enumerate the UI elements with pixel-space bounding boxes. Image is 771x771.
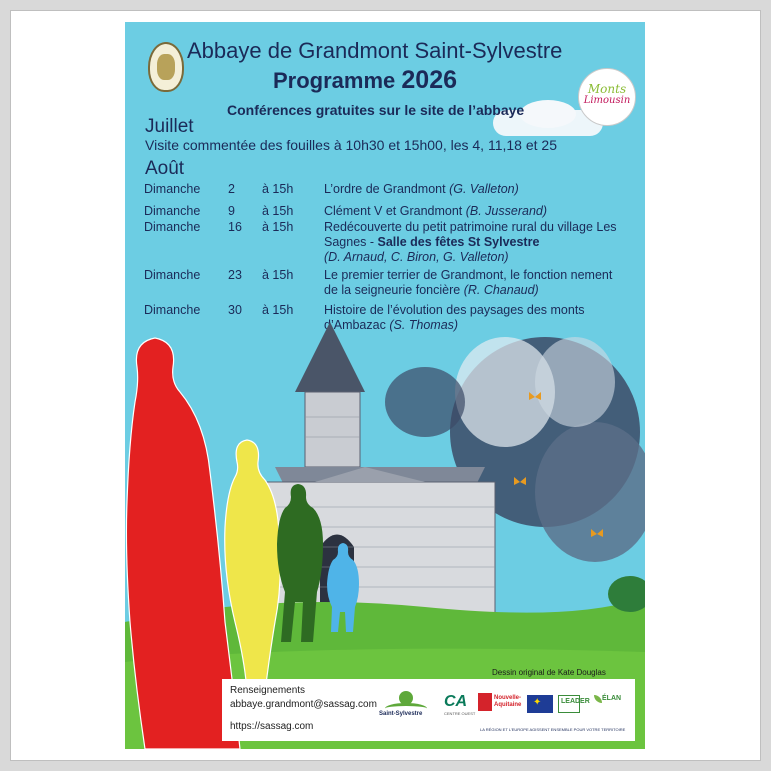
badge-line-1: Monts bbox=[587, 82, 627, 96]
august-heading: Août bbox=[145, 158, 185, 179]
contact-email[interactable]: abbaye.grandmont@sassag.com bbox=[230, 699, 377, 710]
eu-flag-icon: ✦ bbox=[527, 695, 553, 713]
program-year: 2026 bbox=[401, 66, 458, 94]
poster: Abbaye de Grandmont Saint-Sylvestre Programme 2026 Conférences gratuites sur le site de l’abbaye Monts Limousin Juillet Visite commentée des fouilles à 10h30 et 15h00, les 4, 11,18 et 25 Août Dimanche 2 à 15h L’ordre de Grandmont (G. Valleton) Dimanche 9 à 15h Clément V et Grandmont (B. Jusserand) Dimanche 16 à 15h Redécouverte du petit patrimoine rural du village Les Sagnes - Salle des fêtes St Sylvestre (D. Arnaud, C. Biron, G. Valleton) Dimanche 23 à 15h Le premier terrier de Grandmont, le fonction nement de la seigneurie foncière (R. Chanaud) Dimanche 30 à 15h Histoire de l’évolution des paysages des monts d’Ambazac (S. Thomas) Dessin original de Kate Douglas Renseignements abbaye.grandmont@sassag.com https://sassag.com Saint-Sylvestre CA CENTRE OUEST Nouvelle-Aquitaine ✦ LEADER ÉLAN LA RÉGION ET L’EUROPE AGISSENT ENSEMBLE POUR VOTRE TERRITOIRE bbox=[125, 22, 645, 749]
footer-panel bbox=[222, 679, 635, 741]
illustration-credit: Dessin original de Kate Douglas bbox=[492, 668, 606, 677]
nouvelle-aquitaine-logo: Nouvelle-Aquitaine bbox=[478, 691, 522, 717]
abbey-seal-logo bbox=[148, 42, 184, 92]
info-label: Renseignements bbox=[230, 685, 306, 696]
program-label: Programme bbox=[273, 68, 396, 93]
website-link[interactable]: https://sassag.com bbox=[230, 721, 314, 732]
program-heading bbox=[273, 66, 457, 95]
july-heading: Juillet bbox=[145, 116, 194, 137]
elan-logo: ÉLAN bbox=[594, 691, 630, 717]
leader-logo: LEADER bbox=[558, 695, 580, 713]
badge-line-2: Limousin bbox=[583, 95, 631, 106]
poster-title: Abbaye de Grandmont Saint-Sylvestre bbox=[187, 38, 563, 63]
monts-limousin-badge bbox=[578, 68, 636, 126]
saint-sylvestre-logo: Saint-Sylvestre bbox=[379, 691, 433, 717]
july-visit: Visite commentée des fouilles à 10h30 et 15h00, les 4, 11,18 et 25 bbox=[145, 137, 557, 153]
tagline: Conférences gratuites sur le site de l’abbaye bbox=[227, 102, 525, 118]
funding-fine-print: LA RÉGION ET L’EUROPE AGISSENT ENSEMBLE POUR VOTRE TERRITOIRE bbox=[480, 727, 626, 732]
credit-agricole-logo: CA CENTRE OUEST bbox=[444, 693, 476, 716]
